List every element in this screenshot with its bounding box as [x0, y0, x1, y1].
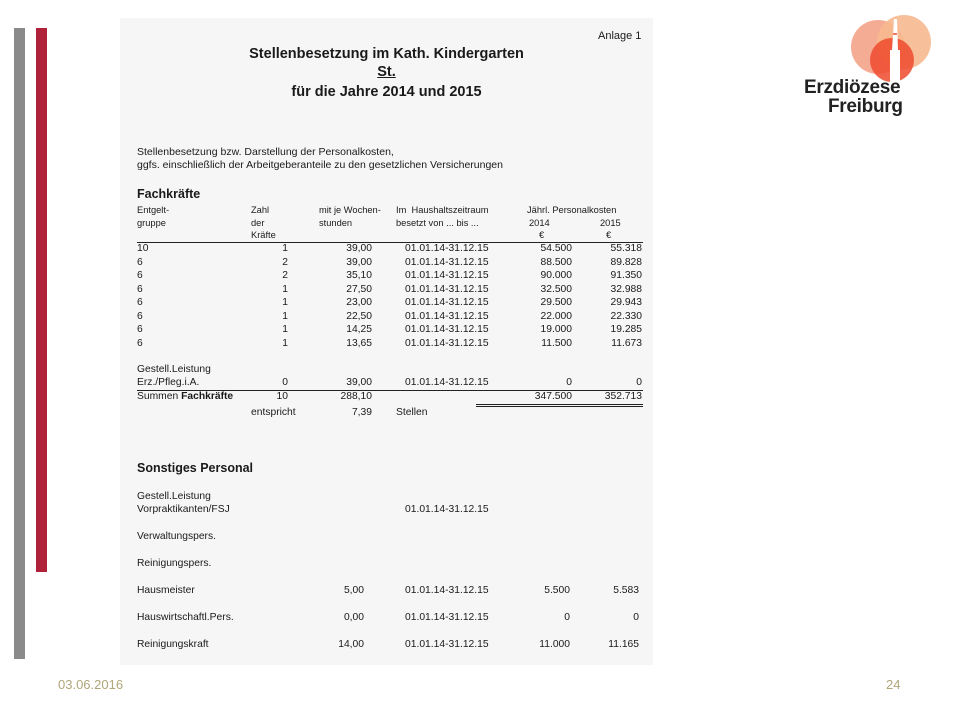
cell-zahl: 1: [282, 324, 288, 335]
cell-zeitraum: 01.01.14-31.12.15: [405, 270, 489, 281]
cell-entgeltgruppe: 6: [137, 324, 143, 335]
cell-kosten-2014: 11.500: [541, 337, 572, 349]
cell-kosten-2015: 32.988: [610, 283, 642, 295]
cell-zeitraum: 01.01.14-31.12.15: [405, 337, 489, 349]
reinigungspers-label: Reinigungspers.: [137, 558, 212, 569]
cell-zeitraum: 01.01.14-31.12.15: [405, 256, 489, 268]
cell-sonst-zeitraum: 01.01.14-31.12.15: [405, 639, 489, 650]
summen-label: [137, 391, 233, 402]
cell-sonst-zeitraum: 01.01.14-31.12.15: [405, 612, 489, 623]
header-year-2014: 2014: [529, 217, 550, 228]
cell-wochenstunden: 14,25: [346, 324, 372, 335]
cell-zeitraum: 01.01.14-31.12.15: [405, 243, 489, 254]
cell-zahl: 2: [282, 270, 288, 281]
cell-zahl: 1: [282, 337, 288, 349]
document-subtitle: für die Jahre 2014 und 2015: [291, 84, 482, 100]
verwaltung-label: Verwaltungspers.: [137, 531, 216, 542]
cell-erz-2015: 0: [636, 377, 642, 388]
header-year-2015: 2015: [600, 217, 621, 228]
cell-erz-label: Erz./Pfleg.i.A.: [137, 377, 200, 388]
entspricht-value: 7,39: [351, 407, 372, 418]
cell-entgeltgruppe: 6: [137, 270, 143, 281]
header-zahl: Zahl der Kräfte: [251, 205, 276, 240]
header-euro-2014: €: [539, 230, 545, 240]
cell-zeitraum: 01.01.14-31.12.15: [405, 310, 489, 322]
cell-wochenstunden: 27,50: [346, 283, 372, 295]
cell-kosten-2014: 29.500: [540, 297, 572, 308]
cell-erz-zeitraum: 01.01.14-31.12.15: [405, 377, 489, 388]
cell-entgeltgruppe: 10: [137, 243, 149, 254]
document-title-place: St.: [377, 64, 396, 80]
entspricht-unit: Stellen: [396, 407, 428, 418]
cell-zahl: 1: [282, 310, 288, 322]
cell-kosten-2014: 88.500: [540, 256, 572, 268]
cell-zeitraum: 01.01.14-31.12.15: [405, 324, 489, 335]
cell-sonst-2014: 5.500: [544, 585, 570, 596]
cell-erz-wochenstunden: 39,00: [346, 377, 372, 388]
cell-kosten-2014: 90.000: [540, 270, 572, 281]
cell-zeitraum: 01.01.14-31.12.15: [405, 283, 489, 295]
cell-zahl: 1: [282, 297, 288, 308]
cell-sonst-2015: 0: [633, 612, 639, 623]
cell-zahl: 1: [282, 283, 288, 295]
cell-sonst-label: Reinigungskraft: [137, 639, 209, 650]
logo-text-line-1: Erzdiözese: [804, 77, 901, 98]
cell-sum-wochenstunden: 288,10: [340, 391, 372, 402]
cell-sonst-label: Hauswirtschaftl.Pers.: [137, 612, 234, 623]
cell-kosten-2014: 32.500: [540, 283, 572, 295]
header-zeitraum: Im Haushaltszeitraum besetzt von ... bis ...: [396, 205, 489, 228]
cell-kosten-2015: 55.318: [610, 243, 642, 254]
sum-double-rule-2: [476, 406, 643, 407]
sonst-gestell-label: Gestell.Leistung: [137, 491, 211, 502]
section-heading-fachkraefte: Fachkräfte: [137, 187, 201, 201]
cell-kosten-2014: 54.500: [540, 243, 572, 254]
cell-sum-2015: 352.713: [604, 391, 642, 402]
cell-kosten-2015: 22.330: [610, 310, 642, 322]
cell-kosten-2015: 29.943: [610, 297, 642, 308]
header-wochenstunden: mit je Wochen- stunden: [319, 205, 381, 228]
cell-sum-2014: 347.500: [534, 391, 572, 402]
cell-sonst-zeitraum: 01.01.14-31.12.15: [405, 585, 489, 596]
cell-sonst-wochenstunden: 0,00: [343, 612, 364, 623]
cell-kosten-2015: 11.673: [611, 337, 642, 349]
intro-line-1: Stellenbesetzung bzw. Darstellung der Personalkosten,: [137, 146, 394, 158]
header-entgeltgruppe: Entgelt- gruppe: [137, 205, 170, 228]
left-accent-bar-red: [36, 28, 47, 572]
entspricht-label: entspricht: [251, 407, 296, 418]
cell-sonst-wochenstunden: 5,00: [343, 585, 364, 596]
cell-entgeltgruppe: 6: [137, 297, 143, 308]
cell-entgeltgruppe: 6: [137, 337, 143, 349]
footer-page-number: 24: [886, 677, 901, 692]
cell-entgeltgruppe: 6: [137, 310, 143, 322]
cell-kosten-2014: 19.000: [540, 324, 572, 335]
summen-prefix: Summen: [137, 391, 182, 402]
section-heading-sonstiges: Sonstiges Personal: [137, 461, 254, 475]
cell-zeitraum: 01.01.14-31.12.15: [405, 297, 489, 308]
cell-entgeltgruppe: 6: [137, 283, 143, 295]
cell-sum-zahl: 10: [276, 391, 288, 402]
cell-erz-zahl: 0: [282, 377, 288, 388]
cell-erz-2014: 0: [566, 377, 572, 388]
cell-sonst-2015: 11.165: [608, 639, 639, 650]
intro-line-2: ggfs. einschließlich der Arbeitgeberanteile zu den gesetzlichen Versicherungen: [137, 159, 503, 171]
cell-wochenstunden: 35,10: [346, 270, 372, 281]
left-accent-bar-gray: [14, 28, 25, 659]
cell-sonst-label: Hausmeister: [137, 585, 195, 596]
cell-sonst-wochenstunden: 14,00: [338, 639, 364, 650]
cell-kosten-2015: 91.350: [610, 270, 642, 281]
cell-sonst-2014: 11.000: [539, 639, 570, 650]
cell-zahl: 1: [282, 243, 288, 254]
summen-bold: Fachkräfte: [181, 391, 234, 402]
footer-date: 03.06.2016: [58, 677, 124, 692]
attachment-label: Anlage 1: [598, 30, 642, 42]
cell-wochenstunden: 13,65: [346, 337, 372, 349]
cell-wochenstunden: 39,00: [346, 243, 372, 254]
gestell-leistung-label: Gestell.Leistung: [137, 364, 211, 375]
cell-zahl: 2: [282, 256, 288, 268]
cell-entgeltgruppe: 6: [137, 256, 143, 268]
logo-text-line-2: Freiburg: [828, 96, 903, 117]
vorpraktikanten-zeitraum: 01.01.14-31.12.15: [405, 504, 489, 515]
cell-wochenstunden: 22,50: [346, 310, 372, 322]
header-personalkosten: Jährl. Personalkosten: [527, 205, 617, 215]
cell-kosten-2014: 22.000: [540, 310, 572, 322]
header-euro-2015: €: [606, 230, 612, 240]
cell-wochenstunden: 39,00: [346, 256, 372, 268]
document-title: Stellenbesetzung im Kath. Kindergarten: [249, 46, 524, 62]
cell-sonst-2014: 0: [564, 612, 570, 623]
cell-wochenstunden: 23,00: [346, 297, 372, 308]
cell-kosten-2015: 19.285: [610, 324, 642, 335]
sum-double-rule-1: [476, 404, 643, 405]
cell-kosten-2015: 89.828: [610, 256, 642, 268]
cell-sonst-2015: 5.583: [613, 585, 639, 596]
vorpraktikanten-label: Vorpraktikanten/FSJ: [137, 504, 230, 515]
